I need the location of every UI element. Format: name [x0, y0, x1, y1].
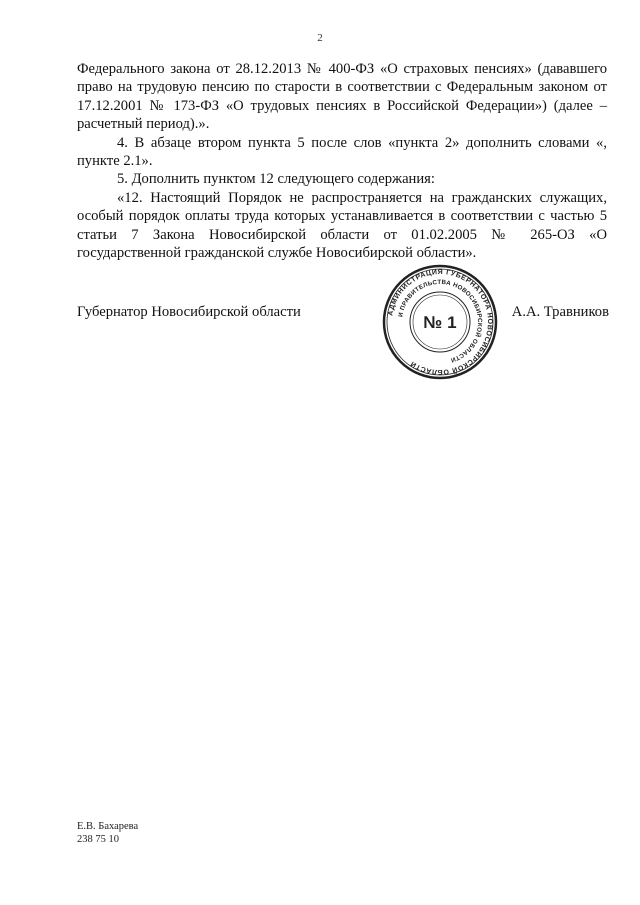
executor-block: [77, 820, 138, 846]
signatory-name: А.А. Травников: [511, 304, 609, 320]
seal-outer-text: АДМИНИСТРАЦИЯ ГУБЕРНАТОРА НОВОСИБИРСКОЙ ОБЛАСТИ: [387, 268, 494, 376]
official-seal: [382, 264, 498, 380]
signatory-position: Губернатор Новосибирской области: [77, 304, 301, 320]
paragraph-item-5: 5. Дополнить пунктом 12 следующего содержания:: [117, 171, 435, 188]
seal-inner-text: И ПРАВИТЕЛЬСТВА НОВОСИБИРСКОЙ ОБЛАСТИ: [397, 278, 484, 364]
document-body: [77, 60, 607, 262]
page-number: 2: [317, 32, 323, 44]
executor-name: Е.В. Бахарева: [77, 821, 139, 832]
seal-center-number: № 1: [423, 313, 457, 332]
paragraph-continuation: Федерального закона от 28.12.2013 № 400-ФЗ «О страховых пенсиях» (дававшего право на трудовую пенсию по старости в соответствии с Федеральным законом от 17.12.2001 № 173-ФЗ «О трудовых пенсиях в Российской Федерации») (далее – расчетный период).».: [77, 61, 607, 133]
executor-phone: 238 75 10: [77, 834, 119, 845]
paragraph-item-12-quote: «12. Настоящий Порядок не распространяется на гражданских служащих, особый порядок оплаты труда которых устанавливается в соответствии с частью 5 статьи 7 Закона Новосибирской области от 01.02.2005 № 265-ОЗ «О государственной гражданской службе Новосибирской области».: [77, 189, 607, 262]
paragraph-item-4: 4. В абзаце втором пункта 5 после слов «пункта 2» дополнить словами «, пункте 2.1».: [77, 134, 607, 170]
